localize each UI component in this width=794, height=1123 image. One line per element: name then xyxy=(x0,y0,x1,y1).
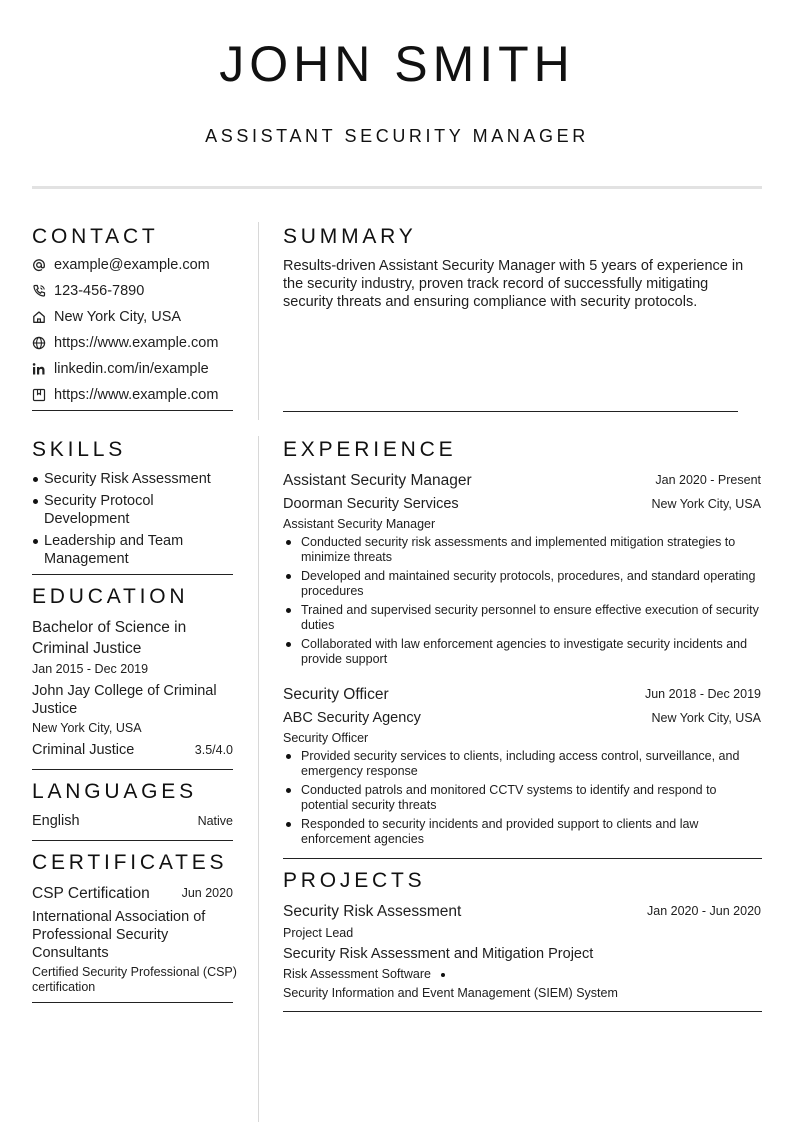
at-icon xyxy=(32,258,46,272)
contact-website-2-text: https://www.example.com xyxy=(54,387,219,403)
contact-location xyxy=(32,307,181,327)
contact-location-text: New York City, USA xyxy=(54,309,182,325)
education-degree: Bachelor of Science in Criminal Justice xyxy=(32,619,187,657)
contact-phone-text: 123-456-7890 xyxy=(54,283,145,299)
languages-heading: LANGUAGES xyxy=(32,780,197,803)
language-name: English xyxy=(32,813,80,829)
contact-website-text: https://www.example.com xyxy=(54,335,219,351)
contact-divider xyxy=(32,410,233,411)
linkedin-icon xyxy=(32,362,46,376)
language-level: Native xyxy=(197,814,233,828)
contact-heading: CONTACT xyxy=(32,225,159,248)
skills-divider xyxy=(32,574,233,575)
contact-website-2[interactable] xyxy=(32,385,218,405)
project-subtitle: Security Risk Assessment and Mitigation Project xyxy=(283,946,594,962)
job-bullet: Conducted patrols and monitored CCTV systems to identify and respond to potential security threats xyxy=(283,783,761,813)
project-tool-text: Risk Assessment Software xyxy=(283,967,431,981)
education-heading: EDUCATION xyxy=(32,585,189,608)
job-bullet: Collaborated with law enforcement agencies to investigate security incidents and provide support xyxy=(283,637,761,667)
education-dates: Jan 2015 - Dec 2019 xyxy=(32,662,149,676)
education-gpa: 3.5/4.0 xyxy=(194,743,233,757)
certificates-divider xyxy=(32,1002,233,1003)
contact-email[interactable] xyxy=(32,255,210,275)
skill-item: Security Risk Assessment xyxy=(32,470,242,488)
certificates-heading: CERTIFICATES xyxy=(32,851,228,874)
job-company: Doorman Security Services xyxy=(283,496,459,512)
contact-phone[interactable] xyxy=(32,281,144,301)
separator-dot xyxy=(441,973,445,977)
job-bullet: Provided security services to clients, including access control, surveillance, and emergency response xyxy=(283,749,761,779)
skills-heading: SKILLS xyxy=(32,438,127,461)
experience-heading: EXPERIENCE xyxy=(283,438,457,461)
resume-title: ASSISTANT SECURITY MANAGER xyxy=(205,126,589,146)
project-name: Security Risk Assessment xyxy=(283,903,462,920)
contact-linkedin-text: linkedin.com/in/example xyxy=(54,361,209,377)
job-bullet: Developed and maintained security protocols, procedures, and standard operating procedures xyxy=(283,569,761,599)
job-role: Assistant Security Manager xyxy=(283,517,436,531)
job-title: Assistant Security Manager xyxy=(283,472,472,489)
job-location: New York City, USA xyxy=(651,497,761,511)
job-dates: Jan 2020 - Present xyxy=(655,473,761,487)
project-tool xyxy=(283,966,445,982)
education-divider xyxy=(32,769,233,770)
contact-linkedin[interactable] xyxy=(32,359,209,379)
skill-item: Leadership and Team Management xyxy=(32,532,242,568)
contact-website[interactable] xyxy=(32,333,218,353)
experience-divider xyxy=(283,858,762,859)
job-company: ABC Security Agency xyxy=(283,710,421,726)
project-tool: Security Information and Event Management (SIEM) System xyxy=(283,986,618,1000)
education-school: John Jay College of Criminal Justice xyxy=(32,683,217,717)
certificate-name: CSP Certification xyxy=(32,885,150,902)
project-dates: Jan 2020 - Jun 2020 xyxy=(647,904,761,918)
summary-text: Results-driven Assistant Security Manager with 5 years of experience in the security industry, proven track record of successfully mitigating security threats and ensuring compliance with security protocols. xyxy=(283,258,744,310)
job-title: Security Officer xyxy=(283,686,389,703)
education-location: New York City, USA xyxy=(32,721,142,735)
job-location: New York City, USA xyxy=(651,711,761,725)
certificate-date: Jun 2020 xyxy=(181,886,233,900)
globe-icon xyxy=(32,336,46,350)
skill-item: Security Protocol Development xyxy=(32,492,242,528)
summary-divider xyxy=(283,411,738,412)
resume-name: JOHN SMITH xyxy=(219,36,575,92)
education-field: Criminal Justice xyxy=(32,742,135,758)
home-icon xyxy=(32,310,46,324)
header-divider xyxy=(32,186,762,189)
job-bullet: Trained and supervised security personnel to ensure effective execution of security duties xyxy=(283,603,761,633)
project-role: Project Lead xyxy=(283,926,354,940)
column-divider-top xyxy=(258,222,259,420)
job-bullet: Conducted security risk assessments and implemented mitigation strategies to minimize threats xyxy=(283,535,761,565)
projects-divider xyxy=(283,1011,762,1012)
contact-email-text: example@example.com xyxy=(54,257,210,273)
column-divider-bottom xyxy=(258,436,259,1122)
bookmark-icon xyxy=(32,388,46,402)
languages-divider xyxy=(32,840,233,841)
job-role: Security Officer xyxy=(283,731,369,745)
certificate-issuer: International Association of Professional Security Consultants xyxy=(32,909,206,961)
job-dates: Jun 2018 - Dec 2019 xyxy=(644,687,761,701)
phone-icon xyxy=(32,284,46,298)
certificate-description: Certified Security Professional (CSP) certification xyxy=(32,965,237,994)
projects-heading: PROJECTS xyxy=(283,869,426,892)
summary-heading: SUMMARY xyxy=(283,225,417,248)
job-bullet: Responded to security incidents and provided support to clients and law enforcement agencies xyxy=(283,817,761,847)
